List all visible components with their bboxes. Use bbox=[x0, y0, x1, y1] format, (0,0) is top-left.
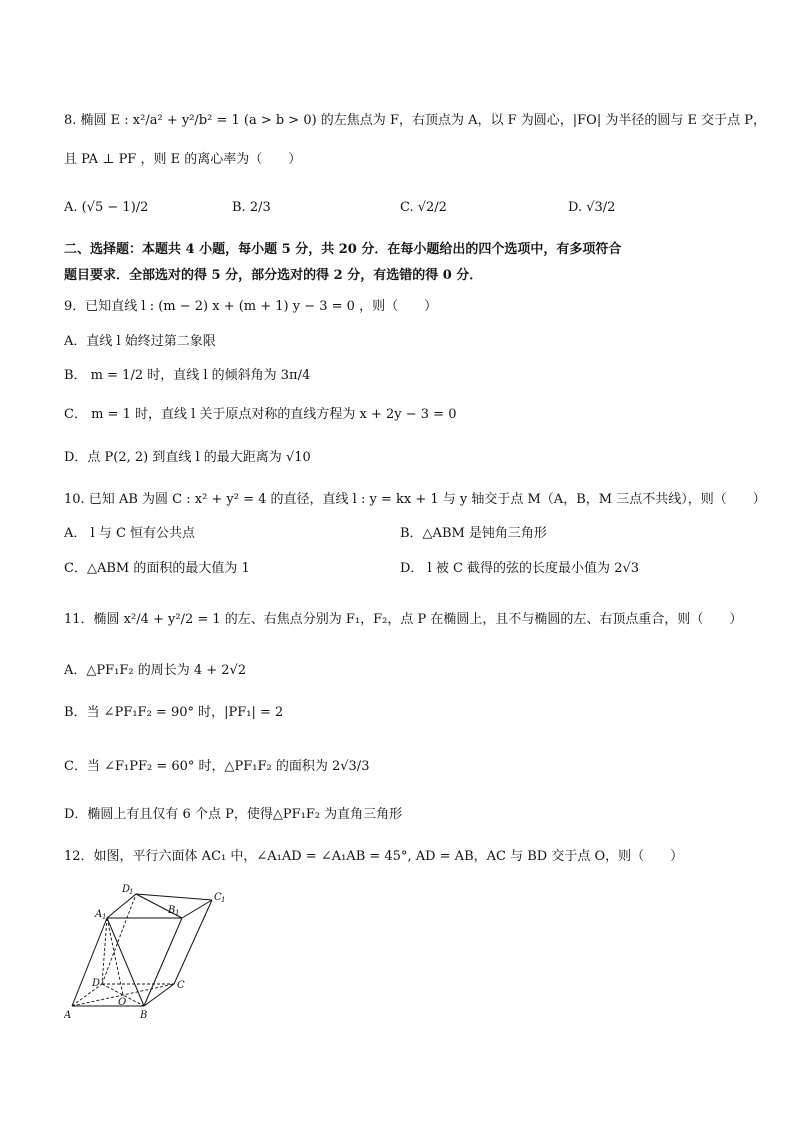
segment-a1o-hidden bbox=[107, 918, 123, 995]
q8-option-d: D. √3/2 bbox=[568, 200, 616, 215]
label-c1: C bbox=[214, 892, 222, 903]
label-c: C bbox=[177, 980, 185, 991]
label-a: A bbox=[64, 1010, 72, 1020]
q8-option-a: A. (√5 − 1)/2 bbox=[64, 200, 149, 215]
edge-d1c1 bbox=[136, 894, 212, 900]
label-a1: A bbox=[95, 909, 103, 920]
label-b: B bbox=[140, 1010, 148, 1020]
label-o: O bbox=[118, 997, 127, 1008]
q10-option-d: D． l 被 C 截得的弦的长度最小值为 2√3 bbox=[400, 561, 640, 576]
q11-option-d: D．椭圆上有且仅有 6 个点 P，使得△PF₁F₂ 为直角三角形 bbox=[64, 807, 403, 822]
label-c1-sub: 1 bbox=[221, 896, 226, 904]
q10-stem: 10. 已知 AB 为圆 C : x² + y² = 4 的直径，直线 l : y = kx + 1 与 y 轴交于点 M（A，B，M 三点不共线），则（ ） bbox=[64, 492, 766, 507]
q11-stem: 11．椭圆 x²/4 + y²/2 = 1 的左、右焦点分别为 F₁，F₂，点 P 在椭圆上，且不与椭圆的左、右顶点重合，则（ ） bbox=[64, 612, 743, 627]
label-d: D bbox=[92, 978, 101, 989]
q9-option-d: D．点 P(2, 2) 到直线 l 的最大距离为 √10 bbox=[64, 450, 311, 465]
edge-cc1 bbox=[174, 900, 212, 984]
q8-stem-line2: 且 PA ⊥ PF ，则 E 的离心率为（ ） bbox=[64, 152, 302, 167]
q8-option-b: B. 2/3 bbox=[232, 200, 271, 215]
q11-option-b: B．当 ∠PF₁F₂ = 90° 时，|PF₁| = 2 bbox=[64, 705, 284, 720]
q10-option-c: C．△ABM 的面积的最大值为 1 bbox=[64, 561, 250, 576]
edge-bb1 bbox=[144, 918, 182, 1006]
edge-a1d1 bbox=[107, 894, 136, 918]
parallelepiped-figure bbox=[64, 880, 234, 1020]
q11-option-c: C．当 ∠F₁PF₂ = 60° 时，△PF₁F₂ 的面积为 2√3/3 bbox=[64, 759, 370, 774]
label-d1-sub: 1 bbox=[129, 888, 134, 896]
label-b1: B bbox=[168, 905, 176, 916]
q8-stem-line1: 8. 椭圆 E : x²/a² + y²/b² = 1 (a > b > 0) 的左焦点为 F，右顶点为 A，以 F 为圆心，|FO| 为半径的圆与 E 交于点 P， bbox=[64, 113, 766, 128]
section2-heading-line1: 二、选择题：本题共 4 小题，每小题 5 分，共 20 分．在每小题给出的四个选项中，有多项符合 bbox=[64, 242, 622, 257]
q9-option-b: B． m = 1/2 时，直线 l 的倾斜角为 3π/4 bbox=[64, 368, 311, 383]
q9-stem: 9．已知直线 l : (m − 2) x + (m + 1) y − 3 = 0 ，则（ ） bbox=[64, 299, 438, 314]
q12-stem: 12．如图，平行六面体 AC₁ 中，∠A₁AD = ∠A₁AB = 45°, AD = AB，AC 与 BD 交于点 O，则（ ） bbox=[64, 849, 684, 864]
segment-a1b bbox=[107, 918, 144, 1006]
section2-heading-line2: 题目要求．全部选对的得 5 分，部分选对的得 2 分，有选错的得 0 分． bbox=[64, 268, 483, 283]
q11-option-a: A．△PF₁F₂ 的周长为 4 + 2√2 bbox=[64, 663, 247, 678]
q8-option-c: C. √2/2 bbox=[400, 200, 447, 215]
q10-option-a: A． l 与 C 恒有公共点 bbox=[64, 526, 196, 541]
label-a1-sub: 1 bbox=[102, 913, 107, 921]
label-d1: D bbox=[122, 884, 131, 895]
q10-option-b: B．△ABM 是钝角三角形 bbox=[400, 526, 547, 541]
q9-option-a: A．直线 l 始终过第二象限 bbox=[64, 334, 216, 349]
label-b1-sub: 1 bbox=[175, 909, 180, 917]
q9-option-c: C． m = 1 时，直线 l 关于原点对称的直线方程为 x + 2y − 3 = 0 bbox=[64, 407, 457, 422]
